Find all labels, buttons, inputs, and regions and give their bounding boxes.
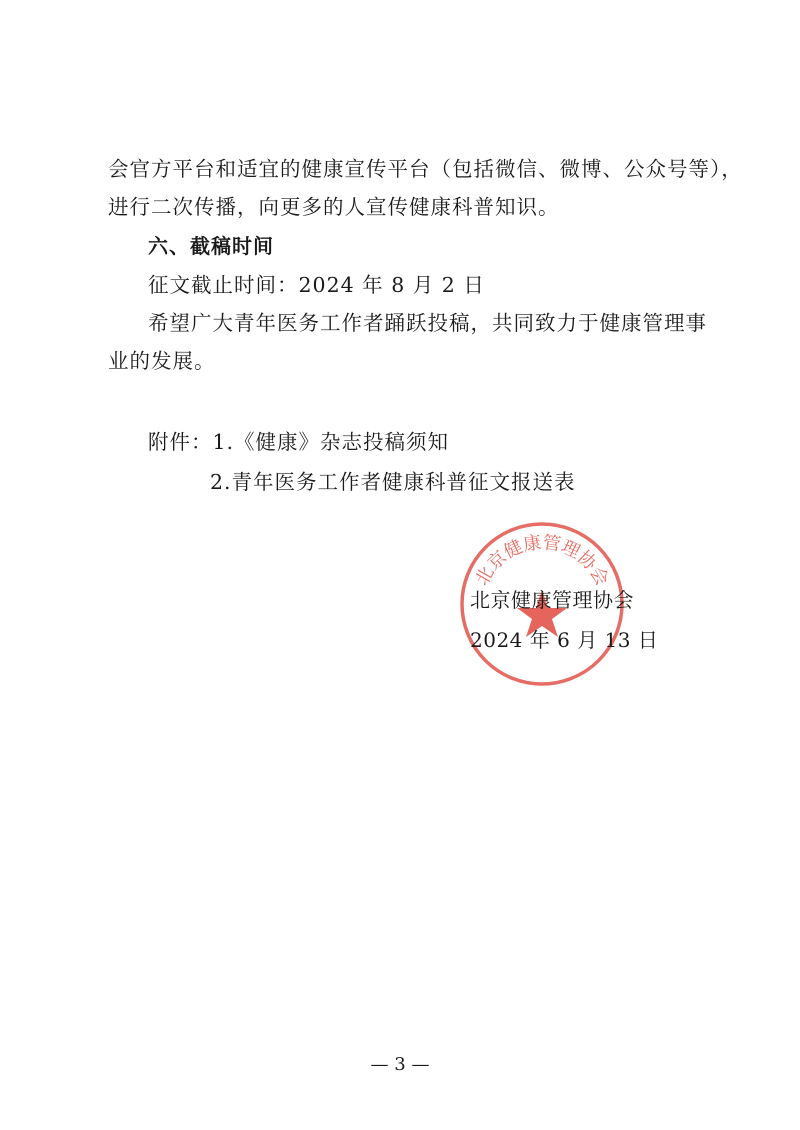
- body-line-2: 进行二次传播，向更多的人宣传健康科普知识。: [108, 195, 560, 219]
- attachment-2: 2.青年医务工作者健康科普征文报送表: [210, 470, 576, 494]
- closing-line-2: 业的发展。: [108, 349, 216, 373]
- page-number: — 3 —: [370, 1054, 430, 1075]
- signature-org: 北京健康管理协会: [470, 588, 634, 612]
- section-heading: 六、截稿时间: [148, 234, 274, 258]
- attachment-1: 附件：1.《健康》杂志投稿须知: [148, 430, 450, 454]
- deadline-line: 征文截止时间：2024 年 8 月 2 日: [148, 273, 485, 297]
- signature-date: 2024 年 6 月 13 日: [470, 628, 659, 652]
- seal-text: 北京健康管理协会: [471, 532, 613, 590]
- body-line-1: 会官方平台和适宜的健康宣传平台（包括微信、微博、公众号等），: [108, 157, 743, 181]
- closing-line-1: 希望广大青年医务工作者踊跃投稿，共同致力于健康管理事: [148, 311, 707, 335]
